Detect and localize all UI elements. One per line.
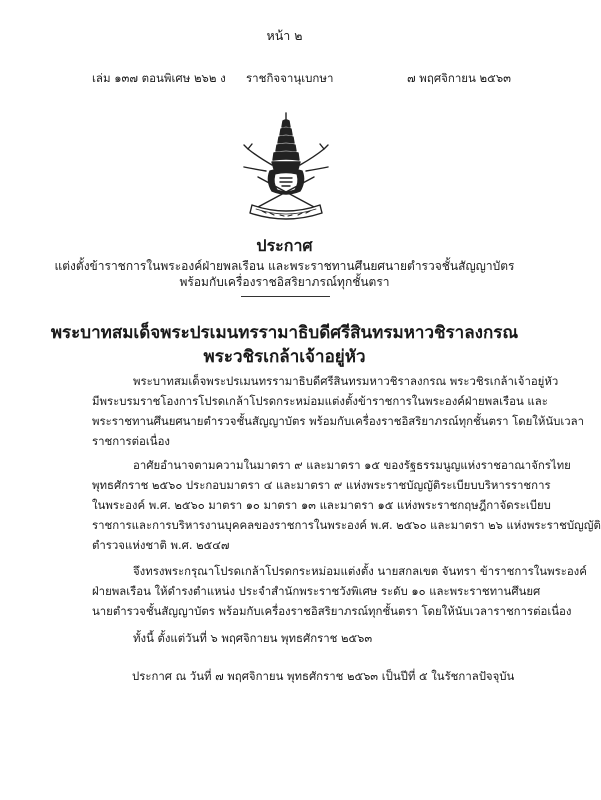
king-name-line2: พระวชิรเกล้าเจ้าอยู่หัว	[203, 347, 366, 367]
paragraph-line: พระราชทานศึนยศนายตำรวจชั้นสัญญาบัตร พร้อมกับเครื่องราชอิสริยาภรณ์ทุกชั้นตรา โดยให้นับเวลา	[92, 414, 585, 428]
paragraph-effective-date	[92, 628, 512, 648]
page-number: หน้า ๒	[266, 28, 303, 43]
paragraph-line: ทั้งนี้ ตั้งแต่วันที่ ๖ พฤศจิกายน พุทธศักราช ๒๕๖๓	[133, 631, 373, 645]
paragraph-line: พระบาทสมเด็จพระปรเมนทรรามาธิบดีศรีสินทรมหาวชิราลงกรณ พระวชิรเกล้าเจ้าอยู่หัว	[133, 374, 559, 388]
paragraph-line: ราชการต่อเนื่อง	[92, 434, 170, 448]
gazette-date: ๗ พฤศจิกายน ๒๕๖๓	[406, 71, 511, 85]
paragraph-line: อาศัยอำนาจตามความในมาตรา ๙ และมาตรา ๑๕ ของรัฐธรรมนูญแห่งราชอาณาจักรไทย	[133, 458, 571, 472]
paragraph-royal-command	[92, 371, 585, 451]
announcement-subtitle-line2: พร้อมกับเครื่องราชอิสริยาภรณ์ทุกชั้นตรา	[179, 275, 390, 289]
paragraph-line: ฝ่ายพลเรือน ให้ดำรงตำแหน่ง ประจำสำนักพระราชวังพิเศษ ระดับ ๑๐ และพระราชทานศึนยศ	[92, 584, 541, 598]
paragraph-legal-basis	[92, 455, 601, 555]
announcement-closing: ประกาศ ณ วันที่ ๗ พฤศจิกายน พุทธศักราช ๒๕๖๓ เป็นปีที่ ๕ ในรัชกาลปัจจุบัน	[132, 669, 515, 683]
king-name-line1: พระบาทสมเด็จพระปรเมนทรรามาธิบดีศรีสินทรมหาวชิราลงกรณ	[50, 323, 519, 343]
paragraph-line: พุทธศักราช ๒๕๖๐ ประกอบมาตรา ๔ และมาตรา ๙ แห่งพระราชบัญญัติระเบียบบริหารราชการ	[92, 478, 551, 492]
gazette-header	[92, 70, 511, 86]
paragraph-line: มีพระบรมราชโองการโปรดเกล้าโปรดกระหม่อมแต่งตั้งข้าราชการในพระองค์ฝ่ายพลเรือน และ	[92, 394, 548, 408]
paragraph-line: ราชการและการบริหารงานบุคคลของราชการในพระองค์ พ.ศ. ๒๕๖๐ และมาตรา ๒๖ แห่งพระราชบัญญัติ	[92, 518, 601, 532]
title-divider	[241, 296, 330, 297]
paragraph-line: จึงทรงพระกรุณาโปรดเกล้าโปรดกระหม่อมแต่งตั้ง นายสกลเขต จันทรา ข้าราชการในพระองค์	[133, 564, 587, 578]
announcement-subtitle-line1: แต่งตั้งข้าราชการในพระองค์ฝ่ายพลเรือน และพระราชทานศึนยศนายตำรวจชั้นสัญญาบัตร	[54, 259, 515, 273]
volume-issue: เล่ม ๑๓๗ ตอนพิเศษ ๒๖๒ ง	[92, 71, 226, 85]
gazette-name: ราชกิจจานุเบกษา	[246, 71, 334, 85]
royal-cypher-emblem-icon	[236, 111, 336, 223]
announcement-title: ประกาศ	[256, 236, 313, 255]
paragraph-line: ในพระองค์ พ.ศ. ๒๕๖๐ มาตรา ๑๐ มาตรา ๑๓ และมาตรา ๑๕ แห่งพระราชกฤษฎีกาจัดระเบียบ	[92, 498, 551, 512]
paragraph-appointment	[92, 561, 587, 621]
paragraph-line: ตำรวจแห่งชาติ พ.ศ. ๒๕๔๗	[92, 538, 230, 552]
paragraph-line: นายตำรวจชั้นสัญญาบัตร พร้อมกับเครื่องราชอิสริยาภรณ์ทุกชั้นตรา โดยให้นับเวลาราชการต่อเนื่อง	[92, 604, 572, 618]
